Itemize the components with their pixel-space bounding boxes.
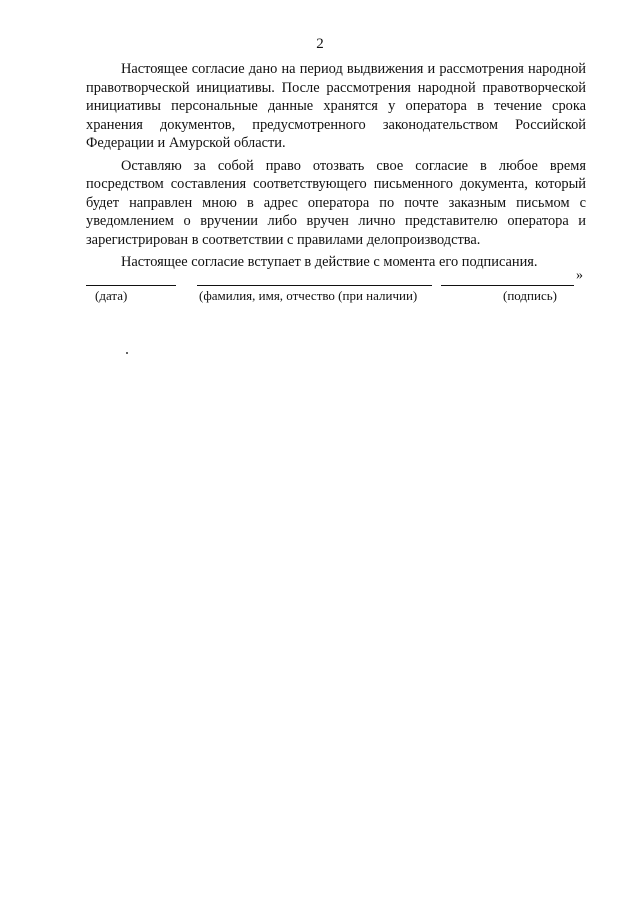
- signature-caption: (подпись): [503, 288, 557, 303]
- document-body: [86, 60, 586, 276]
- signature-line: [441, 285, 574, 286]
- scan-artifact-dot: [126, 352, 128, 354]
- paragraph-withdrawal-right: Оставляю за собой право отозвать свое согласие в любое время посредством составления соответствующего письменного документа, который будет направлен мною в адрес оператора по почте заказным письмом с уведомлением о вручении либо вручен лично представителю оператора и зарегистрирован в соответствии с правилами делопроизводства.: [86, 157, 586, 248]
- page-number: 2: [316, 36, 324, 52]
- paragraph-consent-period: Настоящее согласие дано на период выдвижения и рассмотрения народной правотворческой инициативы. После рассмотрения народной правотворческой инициативы персональные данные хранятся у оператора в течение срока хранения документов, предусмотренного законодательством Российской Федерации и Амурской области.: [86, 61, 586, 151]
- date-caption: (дата): [95, 288, 128, 303]
- date-signature-line: [86, 285, 176, 286]
- full-name-signature-line: [197, 285, 432, 286]
- paragraph-effective-date: Настоящее согласие вступает в действие с момента его подписания.: [121, 254, 538, 270]
- closing-quote: »: [576, 268, 583, 283]
- full-name-caption: (фамилия, имя, отчество (при наличии): [199, 288, 418, 303]
